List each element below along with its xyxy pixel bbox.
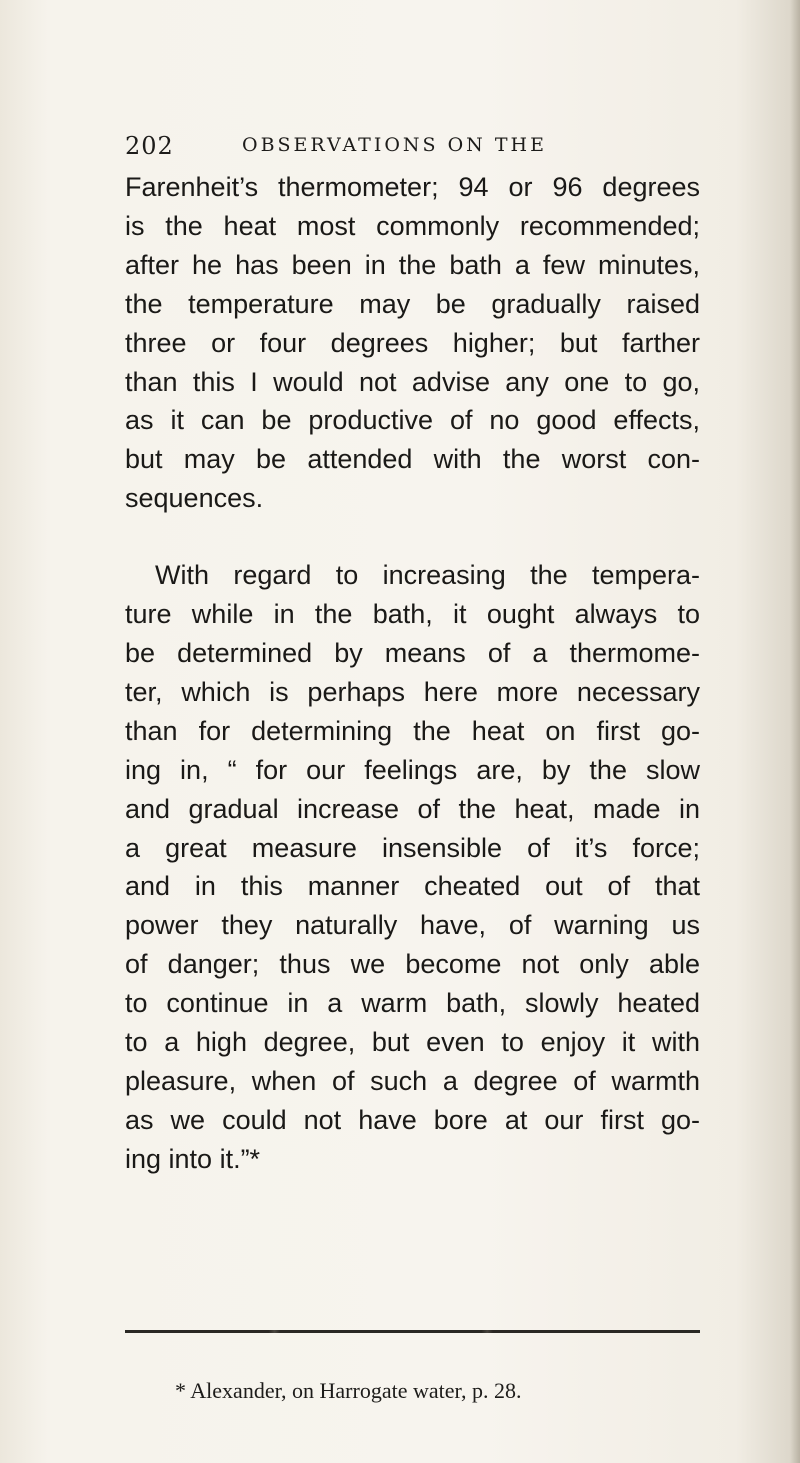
text-line: Farenheit’s thermometer; 94 or 96 degrees <box>125 172 700 202</box>
text-line: ing in, “ for our feelings are, by the slow <box>125 754 700 785</box>
text-line: ture while in the bath, it ought always to <box>125 599 700 630</box>
text-line: of danger; thus we become not only able <box>125 949 700 980</box>
text-line: than for determining the heat on first go- <box>125 715 700 746</box>
text-line: ter, which is perhaps here more necessary <box>125 676 700 707</box>
paragraph-2 <box>125 556 700 1179</box>
text-line: ing into it.”* <box>125 1143 261 1174</box>
text-line: is the heat most commonly recommended; <box>125 210 700 241</box>
paragraph-gap <box>125 518 700 556</box>
text-line: to continue in a warm bath, slowly heated <box>125 988 700 1019</box>
footnote: * Alexander, on Harrogate water, p. 28. <box>175 1378 522 1403</box>
running-head-title: OBSERVATIONS ON THE <box>242 134 547 156</box>
text-line: power they naturally have, of warning us <box>125 910 700 941</box>
body-text <box>125 168 700 1179</box>
text-line: the temperature may be gradually raised <box>125 288 700 319</box>
text-line: and gradual increase of the heat, made in <box>125 793 700 824</box>
text-line: a great measure insensible of it’s force; <box>125 832 700 863</box>
text-line: and in this manner cheated out of that <box>125 871 700 902</box>
footnote-rule <box>125 1330 700 1333</box>
text-line: With regard to increasing the tempera- <box>155 560 700 591</box>
text-line: after he has been in the bath a few minutes, <box>125 249 700 280</box>
text-line: to a high degree, but even to enjoy it with <box>125 1027 700 1058</box>
text-line: pleasure, when of such a degree of warmth <box>125 1065 700 1096</box>
paragraph-1 <box>125 168 700 518</box>
text-line: but may be attended with the worst con- <box>125 444 700 475</box>
text-line: three or four degrees higher; but farther <box>125 327 700 358</box>
text-line: than this I would not advise any one to go, <box>125 366 700 397</box>
page-edge-shadow <box>790 0 800 1463</box>
text-line: be determined by means of a thermome- <box>125 637 700 668</box>
running-head <box>125 132 705 162</box>
text-line: as we could not have bore at our first go- <box>125 1104 700 1135</box>
text-line: as it can be productive of no good effects, <box>125 405 700 436</box>
page-number: 202 <box>125 132 174 160</box>
text-line: sequences. <box>125 483 264 514</box>
